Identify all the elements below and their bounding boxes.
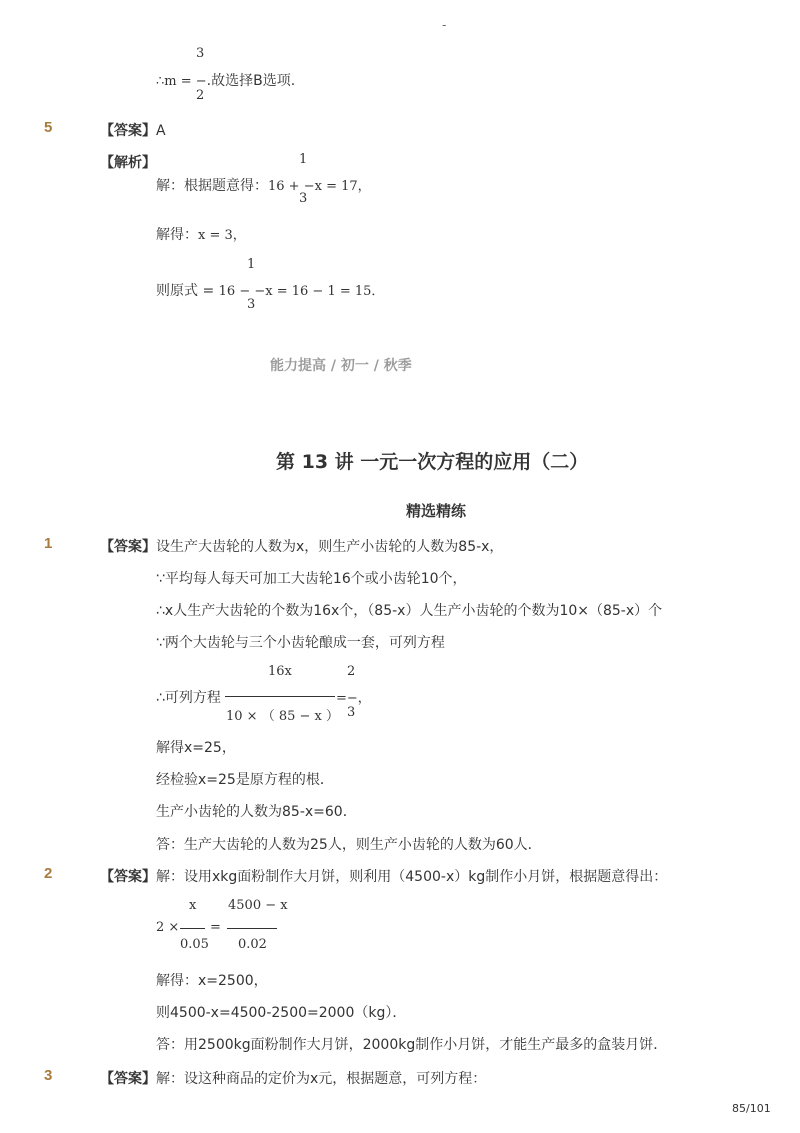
answer-tag: 【答案】 bbox=[100, 123, 156, 139]
q5-l3-numerator: 1 bbox=[247, 257, 256, 272]
question-number-1: 1 bbox=[44, 535, 53, 552]
top-mark: - bbox=[442, 18, 447, 32]
prev-frac-bar: − bbox=[195, 74, 207, 89]
q1-line-4: ∵两个大齿轮与三个小齿轮酿成一套，可列方程 bbox=[156, 635, 445, 651]
analysis-tag: 【解析】 bbox=[100, 155, 156, 171]
q5-l3-math: 16 − bbox=[218, 284, 255, 299]
q2-after-3: 答：用2500kg面粉制作大月饼，2000kg制作小月饼，才能生产最多的盒装月饼． bbox=[156, 1037, 668, 1053]
q5-l1-frac-bar: − bbox=[303, 179, 315, 194]
q5-l2-text: 解得： bbox=[156, 227, 198, 243]
q1-eq-fraction-bar bbox=[225, 696, 335, 697]
q5-answer-line bbox=[100, 120, 166, 140]
q5-line-2 bbox=[156, 224, 246, 244]
section-title: 精选精练 bbox=[406, 502, 467, 520]
q1-eq-right-denominator: 3 bbox=[347, 705, 356, 720]
q5-l1-math-2: x = 17， bbox=[314, 179, 371, 194]
q5-l2-math: x = 3， bbox=[198, 228, 246, 243]
q2-eq-denominator-2: 0.02 bbox=[238, 937, 267, 952]
question-number-5: 5 bbox=[44, 119, 53, 136]
q2-after-1: 解得：x=2500， bbox=[156, 973, 268, 989]
q5-line-3 bbox=[156, 280, 384, 300]
q2-eq-numerator-2: 4500 − x bbox=[228, 898, 288, 913]
question-number-2: 2 bbox=[44, 865, 53, 882]
answer-tag: 【答案】 bbox=[100, 869, 156, 885]
q5-answer: A bbox=[156, 123, 166, 139]
q1-eq-denominator: 10 × （ 85 − x ） bbox=[226, 709, 339, 724]
q5-l1-denominator: 3 bbox=[299, 191, 308, 206]
q2-eq-coefficient: 2 × bbox=[156, 920, 180, 935]
prev-conclusion-text: .故选择B选项. bbox=[206, 73, 296, 89]
prev-frac-denominator: 2 bbox=[196, 88, 205, 103]
q3-line-1: 解：设这种商品的定价为x元，根据题意，可列方程： bbox=[156, 1071, 487, 1087]
q5-l3-denominator: 3 bbox=[247, 297, 256, 312]
question-number-3: 3 bbox=[44, 1067, 53, 1084]
lecture-title: 第 13 讲 一元一次方程的应用（二） bbox=[276, 451, 589, 473]
q5-l3-text: 则原式 = bbox=[156, 283, 219, 299]
q2-eq-denominator-1: 0.05 bbox=[180, 937, 209, 952]
page-footer-label: 能力提高 / 初一 / 秋季 bbox=[270, 358, 412, 374]
q1-line-3: ∴x人生产大齿轮的个数为16x个，（85-x）人生产小齿轮的个数为10×（85-x）个 bbox=[156, 603, 663, 619]
q1-eq-prefix: ∴可列方程 bbox=[156, 690, 221, 706]
q1-after-1: 解得x=25， bbox=[156, 740, 236, 756]
q2-line-1: 解：设用xkg面粉制作大月饼，则利用（4500-x）kg制作小月饼，根据题意得出： bbox=[156, 869, 668, 885]
prev-frac-numerator: 3 bbox=[196, 46, 205, 61]
q1-after-3: 生产小齿轮的人数为85-x=60． bbox=[156, 804, 357, 820]
q2-eq-numerator-1: x bbox=[189, 898, 197, 913]
q5-line-1 bbox=[156, 175, 371, 195]
q1-eq-numerator: 16x bbox=[268, 664, 292, 679]
q5-l3-frac-bar: − bbox=[254, 284, 266, 299]
answer-tag: 【答案】 bbox=[100, 539, 156, 555]
prev-math-prefix: ∴m = bbox=[156, 74, 196, 89]
q1-after-4: 答：生产大齿轮的人数为25人，则生产小齿轮的人数为60人． bbox=[156, 837, 542, 853]
q5-l1-numerator: 1 bbox=[299, 152, 308, 167]
q1-eq-equals: =−， bbox=[336, 691, 371, 706]
q1-eq-right-numerator: 2 bbox=[347, 664, 356, 679]
q2-eq-fraction-bar-2 bbox=[227, 928, 277, 929]
q1-line-2: ∵平均每人每天可加工大齿轮16个或小齿轮10个， bbox=[156, 571, 467, 587]
prev-conclusion-line bbox=[156, 70, 295, 90]
q5-l1-math: 16 + bbox=[268, 179, 304, 194]
q5-l1-text: 解：根据题意得： bbox=[156, 178, 268, 194]
page-number: 85/101 bbox=[732, 1102, 771, 1115]
q5-l3-math-2: x = 16 − 1 = 15． bbox=[265, 284, 385, 299]
answer-tag: 【答案】 bbox=[100, 1071, 156, 1087]
q2-eq-equals: = bbox=[210, 920, 221, 935]
q1-line-1: 设生产大齿轮的人数为x，则生产小齿轮的人数为85-x， bbox=[156, 539, 504, 555]
q2-after-2: 则4500-x=4500-2500=2000（kg）． bbox=[156, 1005, 407, 1021]
q1-after-2: 经检验x=25是原方程的根． bbox=[156, 772, 334, 788]
q2-eq-fraction-bar-1 bbox=[180, 928, 205, 929]
